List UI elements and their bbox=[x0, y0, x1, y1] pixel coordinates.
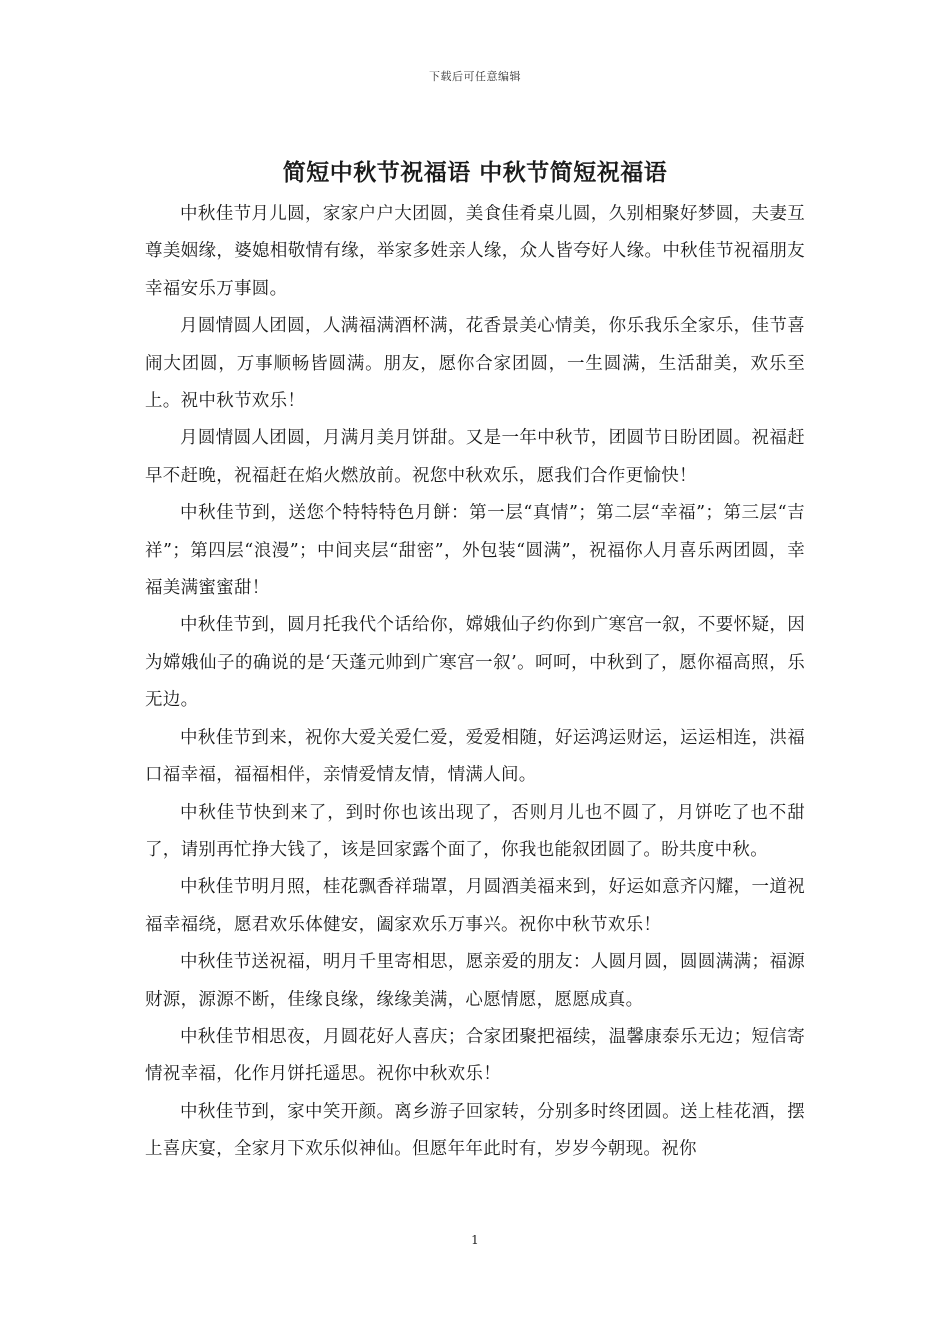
document-body bbox=[145, 196, 805, 1169]
paragraph: 中秋佳节月儿圆，家家户户大团圆，美食佳肴桌儿圆，久别相聚好梦圆，夫妻互尊美姻缘，婆媳相敬情有缘，举家多姓亲人缘，众人皆夸好人缘。中秋佳节祝福朋友幸福安乐万事圆。 bbox=[145, 204, 805, 299]
paragraph: 中秋佳节到，圆月托我代个话给你，嫦娥仙子约你到广寒宫一叙，不要怀疑，因为嫦娥仙子的确说的是‘天蓬元帅到广寒宫一叙’。呵呵，中秋到了，愿你福高照，乐无边。 bbox=[145, 615, 805, 711]
paragraph: 中秋佳节到，送您个特特特色月餅：第一层“真情”；第二层“幸福”；第三层“吉祥”；第四层“浪漫”；中间夹层“甜密”，外包装“圆满”，祝福你人月喜乐两团圆，幸福美满蜜蜜甜！ bbox=[145, 503, 805, 599]
header-note: 下载后可任意编辑 bbox=[429, 70, 521, 83]
paragraph: 中秋佳节快到来了，到时你也该出现了，否则月儿也不圆了，月饼吃了也不甜了，请别再忙挣大钱了，该是回家露个面了，你我也能叙团圆了。盼共度中秋。 bbox=[145, 802, 805, 860]
paragraph: 中秋佳节到来，祝你大爱关爱仁爱，爱爱相随，好运鸿运财运，运运相连，洪福口福幸福，福福相伴，亲情爱情友情，情满人间。 bbox=[145, 727, 805, 786]
paragraph: 中秋佳节相思夜，月圆花好人喜庆；合家团聚把福续，温馨康泰乐无边；短信寄情祝幸福，化作月饼托遥思。祝你中秋欢乐！ bbox=[145, 1026, 805, 1085]
paragraph: 月圆情圆人团圆，月满月美月饼甜。又是一年中秋节，团圆节日盼团圆。祝福赶早不赶晚，祝福赶在焰火燃放前。祝您中秋欢乐，愿我们合作更愉快！ bbox=[145, 428, 805, 486]
page-number: 1 bbox=[471, 1233, 479, 1247]
paragraph: 中秋佳节明月照，桂花飘香祥瑞罩，月圆酒美福来到，好运如意齐闪耀，一道祝福幸福绕，愿君欢乐体健安，阖家欢乐万事兴。祝你中秋节欢乐！ bbox=[145, 877, 805, 935]
paragraph: 中秋佳节到，家中笑开颜。离乡游子回家转，分别多时终团圆。送上桂花酒，摆上喜庆宴，全家月下欢乐似神仙。但愿年年此时有，岁岁今朝现。祝你 bbox=[145, 1101, 805, 1160]
document-title: 简短中秋节祝福语 中秋节简短祝福语 bbox=[282, 159, 668, 186]
paragraph: 月圆情圆人团圆，人满福满酒杯满，花香景美心情美，你乐我乐全家乐，佳节喜闹大团圆，万事顺畅皆圆满。朋友，愿你合家团圆，一生圆满，生活甜美，欢乐至上。祝中秋节欢乐！ bbox=[145, 316, 805, 412]
paragraph: 中秋佳节送祝福，明月千里寄相思，愿亲爱的朋友：人圆月圆，圆圆满满；福源财源，源源不断，佳缘良缘，缘缘美满，心愿情愿，愿愿成真。 bbox=[145, 952, 805, 1010]
